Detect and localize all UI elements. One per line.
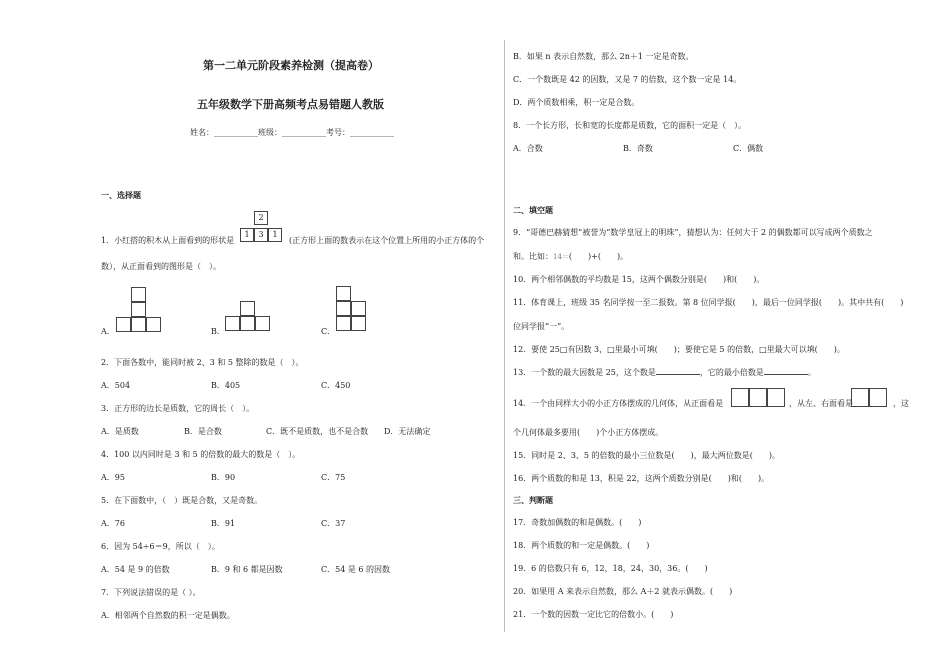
question-18-text: 18．两个质数的和一定是偶数。( ) [513, 541, 650, 550]
question-14-text: 14．一个由同样大小的小正方体摆成的几何体，从正面看是 [513, 399, 724, 408]
question-4-option-a: A．95 [101, 473, 125, 482]
question-2-option-a: A．504 [101, 381, 131, 390]
option-a-label: A． [101, 327, 115, 336]
section-fill-heading: 二、填空题 [513, 205, 553, 215]
question-4-option-b: B．90 [211, 473, 236, 482]
question-2-option-b: B．405 [211, 381, 241, 390]
question-6-option-c: C．54 是 6 的因数 [321, 565, 391, 574]
question-8-option-a: A．合数 [513, 144, 543, 153]
question-2-option-c: C．450 [321, 381, 351, 390]
question-14-text-end: ，这 [893, 399, 909, 408]
question-6-option-a: A．54 是 9 的倍数 [101, 565, 170, 574]
question-1-text: 1．小红搭的积木从上面看到的形状是 [101, 236, 235, 245]
question-8-option-c: C．偶数 [733, 144, 764, 153]
question-3-option-d: D．无法确定 [384, 427, 431, 436]
question-20-text: 20．如果用 A 来表示自然数，那么 A＋2 就表示偶数。( ) [513, 587, 733, 596]
section-judge-heading: 三、判断题 [513, 495, 553, 505]
question-9-text: 9．“哥德巴赫猜想”被誉为“数学皇冠上的明珠”，猜想认为：任何大于 2 的偶数都可以写成两个质数之 [513, 228, 873, 237]
question-3-text: 3．正方形的边长是质数，它的周长（ ）。 [101, 404, 255, 413]
question-8-option-b: B．奇数 [623, 144, 653, 153]
question-6-text: 6．因为 54÷6＝9，所以（ ）。 [101, 542, 220, 551]
question-5-option-a: A．76 [101, 519, 125, 528]
question-7-option-b: B．如果 n 表示自然数，那么 2n＋1 一定是奇数。 [513, 52, 694, 61]
question-5-text: 5．在下面数中，（ ）既是合数，又是奇数。 [101, 496, 263, 505]
question-1-text-cont: (正方形上面的数表示在这个位置上所用的小正方体的个 [289, 236, 485, 245]
question-14-text-mid: ，从左、右面看是 [789, 399, 853, 408]
exam-subtitle: 五年级数学下册高频考点易错题人教版 [197, 98, 384, 111]
question-7-option-c: C．一个数既是 42 的因数，又是 7 的倍数，这个数一定是 14。 [513, 75, 742, 84]
question-14-text-cont: 个几何体最多要用( )个小正方体摆成。 [513, 428, 664, 437]
question-4-text: 4．100 以内同时是 3 和 5 的倍数的最大的数是（ ）。 [101, 450, 301, 459]
question-7-option-a: A．相邻两个自然数的积一定是偶数。 [101, 611, 235, 620]
question-11-text-cont: 位同学报“一”。 [513, 322, 570, 331]
question-3-option-a: A．是质数 [101, 427, 139, 436]
question-5-option-b: B．91 [211, 519, 236, 528]
question-11-text: 11．体育课上，班级 35 名同学按一至二报数。第 8 位同学报( )，最后一位同学报( )。其中共有( ) [513, 298, 904, 307]
question-15-text: 15．同时是 2、3、5 的倍数的最小三位数是( )，最大两位数是( )。 [513, 451, 781, 460]
exam-title: 第一二单元阶段素养检测（提高卷） [203, 59, 379, 72]
question-12-text: 12．要使 25□有因数 3，□里最小可填( )；要使它是 5 的倍数，□里最大可以填( )。 [513, 345, 845, 354]
question-16-text: 16．两个质数的和是 13，积是 22，这两个质数分别是( )和( )。 [513, 474, 770, 483]
option-c-label: C． [321, 327, 336, 336]
question-7-option-d: D．两个质数相乘，积一定是合数。 [513, 98, 640, 107]
question-5-option-c: C．37 [321, 519, 346, 528]
question-9-text-cont: 和。比如：14＝( )+( )。 [513, 252, 629, 261]
question-2-text: 2．下面各数中，能同时被 2、3 和 5 整除的数是（ ）。 [101, 358, 304, 367]
question-17-text: 17．奇数加偶数的和是偶数。( ) [513, 518, 642, 527]
question-8-text: 8．一个长方形，长和宽的长度都是质数，它的面积一定是（ ）。 [513, 121, 747, 130]
column-divider [504, 40, 505, 632]
section-choice-heading: 一、选择题 [101, 190, 141, 200]
question-10-text: 10．两个相邻偶数的平均数是 15，这两个偶数分别是( )和( )。 [513, 275, 765, 284]
student-info-line: 姓名：___________班级：___________考号：___________ [190, 128, 394, 137]
option-b-label: B． [211, 327, 225, 336]
question-13-text: 13．一个数的最大因数是 25，这个数是 ，它的最小倍数是 。 [513, 368, 816, 377]
question-1-text-end: 数），从正面看到的图形是（ ）。 [101, 262, 221, 271]
question-3-option-b: B．是合数 [184, 427, 222, 436]
question-21-text: 21．一个数的因数一定比它的倍数小。( ) [513, 610, 674, 619]
question-19-text: 19．6 的倍数只有 6，12，18，24，30，36。( ) [513, 564, 708, 573]
question-6-option-b: B．9 和 6 都是因数 [211, 565, 283, 574]
question-3-option-c: C．既不是质数，也不是合数 [266, 427, 369, 436]
question-4-option-c: C．75 [321, 473, 346, 482]
question-7-text: 7．下列说法错误的是（ ）。 [101, 588, 201, 597]
